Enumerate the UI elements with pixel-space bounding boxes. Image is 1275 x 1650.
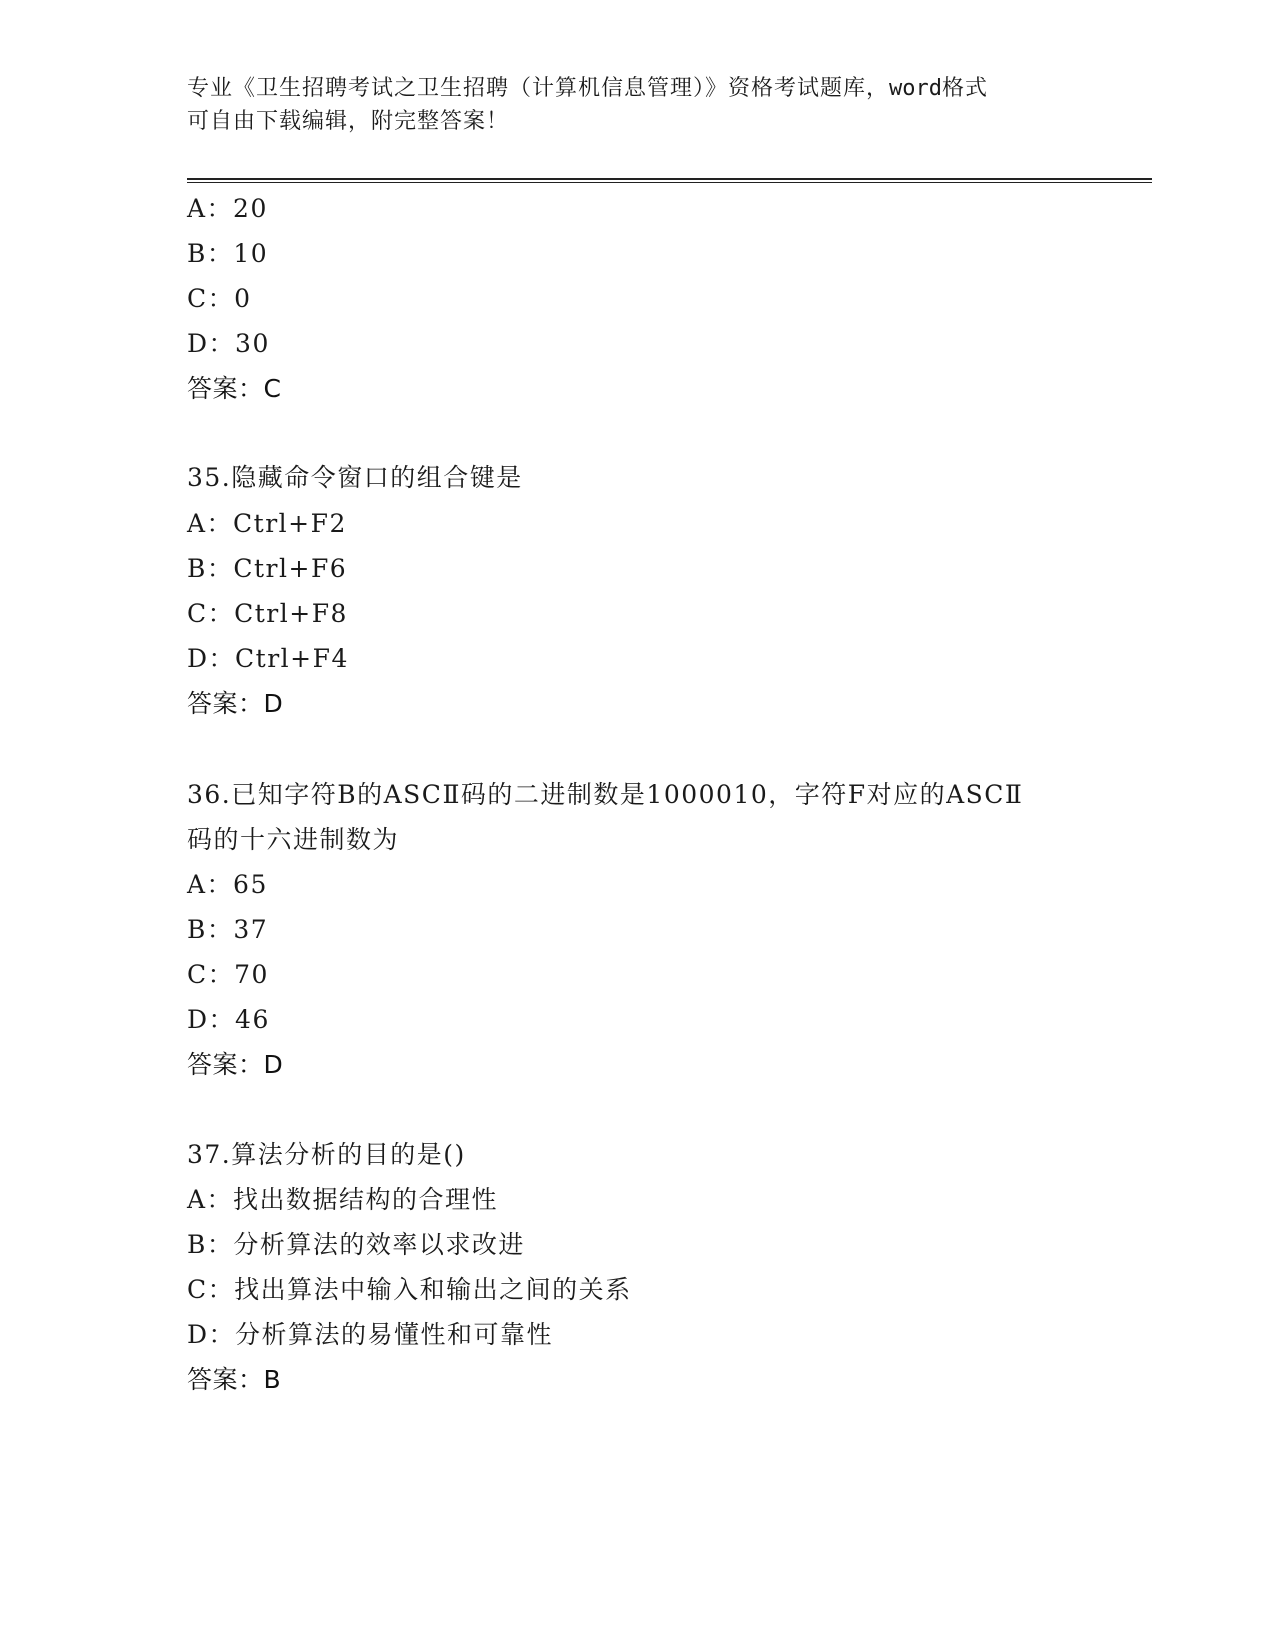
q35-option-b: B：Ctrl+F6 xyxy=(187,554,348,583)
header-divider-thick xyxy=(187,178,1152,180)
q37-answer: 答案：B xyxy=(187,1365,282,1394)
q37-option-a: A：找出数据结构的合理性 xyxy=(187,1185,499,1214)
q34-option-d: D：30 xyxy=(187,329,270,358)
q37-question: 37.算法分析的目的是() xyxy=(187,1140,466,1169)
q36-answer: 答案：D xyxy=(187,1050,284,1079)
q35-option-d: D：Ctrl+F4 xyxy=(187,644,349,673)
header-line-2: 可自由下载编辑，附完整答案！ xyxy=(187,109,510,134)
q37-option-b: B：分析算法的效率以求改进 xyxy=(187,1230,525,1259)
q34-option-b: B：10 xyxy=(187,239,269,268)
q35-question: 35.隐藏命令窗口的组合键是 xyxy=(187,463,523,492)
q36-option-d: D：46 xyxy=(187,1005,270,1034)
header-format-suffix: 格式 xyxy=(942,76,989,101)
q35-option-a: A：Ctrl+F2 xyxy=(187,509,347,538)
header-title: 专业《卫生招聘考试之卫生招聘（计算机信息管理）》资格考试题库， xyxy=(187,76,890,101)
q36-option-b: B：37 xyxy=(187,915,269,944)
q35-answer: 答案：D xyxy=(187,689,284,718)
q36-option-c: C：70 xyxy=(187,960,269,989)
header-line-1 xyxy=(187,72,1067,105)
document-header xyxy=(187,72,1067,138)
q37-option-c: C：找出算法中输入和输出之间的关系 xyxy=(187,1275,632,1304)
header-divider-thin xyxy=(187,182,1152,183)
q35-option-c: C：Ctrl+F8 xyxy=(187,599,348,628)
q36-question-line-1: 36.已知字符B的ASCⅡ码的二进制数是1000010，字符F对应的ASCⅡ xyxy=(187,780,1024,809)
q34-option-c: C：0 xyxy=(187,284,252,313)
q36-option-a: A：65 xyxy=(187,870,268,899)
q34-answer: 答案：C xyxy=(187,374,282,403)
q36-question-line-2: 码的十六进制数为 xyxy=(187,825,400,854)
q34-option-a: A：20 xyxy=(187,194,268,223)
q37-option-d: D：分析算法的易懂性和可靠性 xyxy=(187,1320,554,1349)
header-word-format: word xyxy=(889,76,942,101)
